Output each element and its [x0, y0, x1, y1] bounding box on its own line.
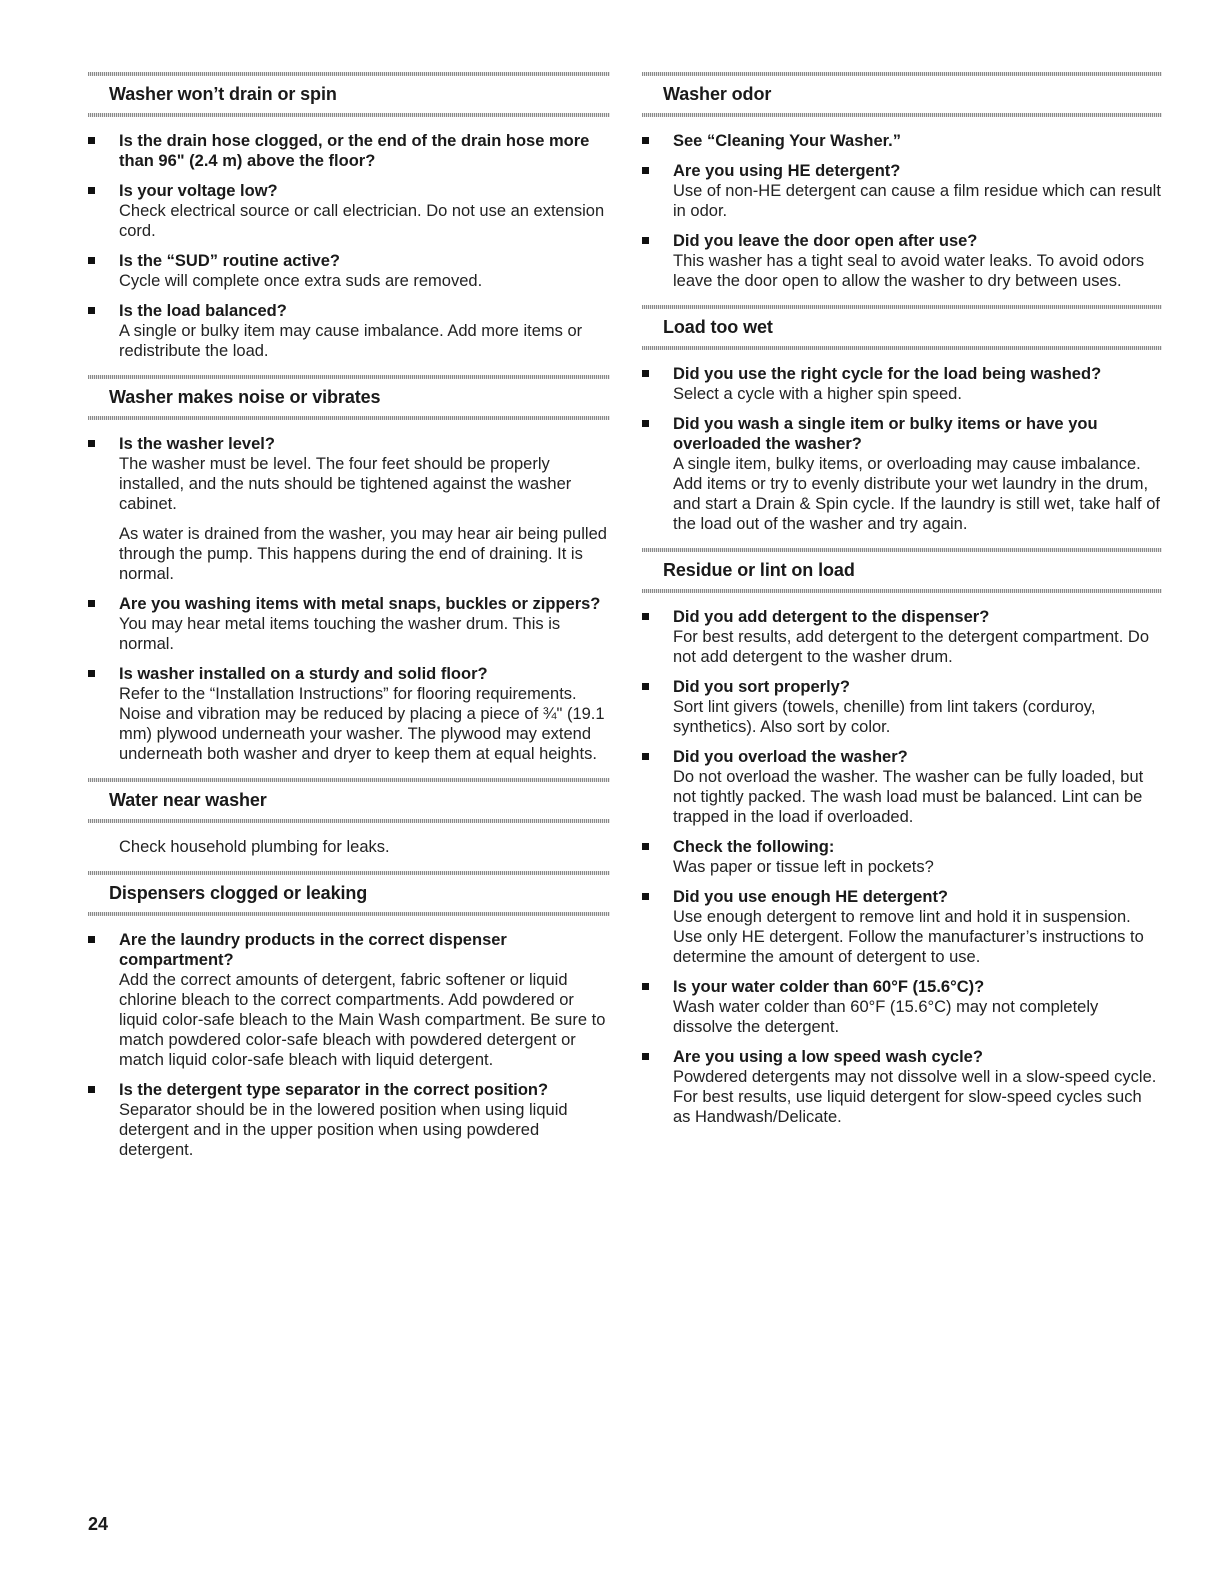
square-bullet-icon: [88, 137, 95, 144]
question: Did you use the right cycle for the load being washed?: [673, 365, 1102, 383]
question: Is the detergent type separator in the correct position?: [119, 1081, 549, 1099]
answer-extra: As water is drained from the washer, you may hear air being pulled through the pump. This happens during the end of draining. It is normal.: [119, 525, 607, 583]
section-header: [88, 778, 610, 823]
answer: Do not overload the washer. The washer can be fully loaded, but not tightly packed. The wash load must be balanced. Lint can be trapped in the load if overloaded.: [673, 768, 1144, 826]
list-item: [642, 677, 1162, 737]
left-column: [88, 72, 610, 1174]
square-bullet-icon: [88, 257, 95, 264]
question: Did you overload the washer?: [673, 748, 908, 766]
square-bullet-icon: [88, 600, 95, 607]
answer: Separator should be in the lowered position when using liquid detergent and in the upper position when using powdered detergent.: [119, 1101, 568, 1159]
question: Is the washer level?: [119, 435, 275, 453]
list-item: [642, 364, 1162, 404]
section-title: Washer won’t drain or spin: [109, 84, 337, 104]
question: Is the load balanced?: [119, 302, 287, 320]
answer: A single item, bulky items, or overloading may cause imbalance. Add items or try to evenly distribute your wet laundry in the drum, and start a Drain & Spin cycle. If the laundry is still wet, take half of the load out of the washer and try again.: [673, 455, 1160, 533]
question: Did you wash a single item or bulky items or have you overloaded the washer?: [673, 415, 1098, 453]
square-bullet-icon: [642, 983, 649, 990]
section-header: [642, 548, 1162, 593]
section-header: [88, 871, 610, 916]
question: Is the “SUD” routine active?: [119, 252, 340, 270]
question: Are you using HE detergent?: [673, 162, 901, 180]
answer: Powdered detergents may not dissolve well in a slow-speed cycle. For best results, use liquid detergent for slow-speed cycles such as Handwash/Delicate.: [673, 1068, 1157, 1126]
section-dispensers: [88, 871, 610, 1160]
section-load-too-wet: [642, 305, 1162, 534]
list-item: [88, 1080, 610, 1160]
list-item: [642, 231, 1162, 291]
question: Are you using a low speed wash cycle?: [673, 1048, 983, 1066]
square-bullet-icon: [642, 237, 649, 244]
section-title: Washer odor: [663, 84, 772, 104]
list-item: [642, 607, 1162, 667]
list-item: [642, 1047, 1162, 1127]
section-header: [88, 72, 610, 117]
section-title: Residue or lint on load: [663, 560, 855, 580]
page-number: 24: [88, 1514, 109, 1534]
list-item: [88, 131, 610, 171]
section-title: Washer makes noise or vibrates: [109, 387, 381, 407]
answer: Cycle will complete once extra suds are removed.: [119, 272, 483, 290]
answer: Check electrical source or call electrician. Do not use an extension cord.: [119, 202, 605, 240]
list-item: [642, 977, 1162, 1037]
square-bullet-icon: [642, 893, 649, 900]
section-washer-odor: [642, 72, 1162, 291]
square-bullet-icon: [642, 420, 649, 427]
answer: The washer must be level. The four feet should be properly installed, and the nuts should be tightened against the washer cabinet.: [119, 455, 572, 513]
question: Is your voltage low?: [119, 182, 278, 200]
question: Did you use enough HE detergent?: [673, 888, 949, 906]
square-bullet-icon: [88, 1086, 95, 1093]
list-item: [88, 930, 610, 1070]
square-bullet-icon: [642, 753, 649, 760]
section-title: Load too wet: [663, 317, 773, 337]
square-bullet-icon: [88, 440, 95, 447]
question: Is washer installed on a sturdy and solid floor?: [119, 665, 488, 683]
question: Are you washing items with metal snaps, buckles or zippers?: [119, 595, 601, 613]
section-residue-lint: [642, 548, 1162, 1127]
square-bullet-icon: [642, 683, 649, 690]
square-bullet-icon: [642, 843, 649, 850]
question: Is your water colder than 60°F (15.6°C)?: [673, 978, 985, 996]
list-item: [88, 301, 610, 361]
question: Check the following:: [673, 838, 835, 856]
question: Is the drain hose clogged, or the end of the drain hose more than 96" (2.4 m) above the floor?: [119, 132, 590, 170]
list-item: [88, 664, 610, 764]
section-text: Check household plumbing for leaks.: [119, 838, 390, 856]
question: Did you sort properly?: [673, 678, 850, 696]
square-bullet-icon: [88, 187, 95, 194]
question: Are the laundry products in the correct dispenser compartment?: [119, 931, 507, 969]
list-item: [88, 181, 610, 241]
square-bullet-icon: [642, 370, 649, 377]
question: See “Cleaning Your Washer.”: [673, 132, 902, 150]
answer: Select a cycle with a higher spin speed.: [673, 385, 962, 403]
answer: You may hear metal items touching the washer drum. This is normal.: [119, 615, 561, 653]
list-item: [642, 887, 1162, 967]
answer: For best results, add detergent to the detergent compartment. Do not add detergent to the washer drum.: [673, 628, 1150, 666]
list-item: [642, 414, 1162, 534]
square-bullet-icon: [642, 167, 649, 174]
answer: Refer to the “Installation Instructions” for flooring requirements. Noise and vibration may be reduced by placing a piece of ¾" (19.1 mm) plywood underneath your washer. The plywood may extend underneath both washer and dryer to keep them at equal heights.: [119, 685, 605, 763]
answer: Add the correct amounts of detergent, fabric softener or liquid chlorine bleach to the correct compartments. Add powdered or liquid color-safe bleach to the Main Wash compartment. Be sure to match powdered color-safe bleach with powdered detergent or match liquid color-safe bleach with liquid detergent.: [119, 971, 606, 1069]
list-item: [642, 161, 1162, 221]
list-item: [88, 251, 610, 291]
list-item: [642, 837, 1162, 877]
answer: This washer has a tight seal to avoid water leaks. To avoid odors leave the door open to allow the washer to dry between uses.: [673, 252, 1145, 290]
list-item: [88, 434, 610, 584]
question: Did you leave the door open after use?: [673, 232, 978, 250]
square-bullet-icon: [88, 936, 95, 943]
section-header: [88, 375, 610, 420]
answer: Was paper or tissue left in pockets?: [673, 858, 934, 876]
answer: Use enough detergent to remove lint and hold it in suspension. Use only HE detergent. Follow the manufacturer’s instructions to determine the amount of detergent to use.: [673, 908, 1144, 966]
list-item: [642, 747, 1162, 827]
square-bullet-icon: [88, 670, 95, 677]
answer: Sort lint givers (towels, chenille) from lint takers (corduroy, synthetics). Also sort by color.: [673, 698, 1096, 736]
right-column: [642, 72, 1162, 1141]
section-drain-spin: [88, 72, 610, 361]
section-noise-vibrates: [88, 375, 610, 764]
answer: Use of non-HE detergent can cause a film residue which can result in odor.: [673, 182, 1161, 220]
list-item: [642, 131, 1162, 151]
square-bullet-icon: [642, 1053, 649, 1060]
answer: Wash water colder than 60°F (15.6°C) may not completely dissolve the detergent.: [673, 998, 1099, 1036]
square-bullet-icon: [642, 137, 649, 144]
section-header: [642, 305, 1162, 350]
section-title: Dispensers clogged or leaking: [109, 883, 368, 903]
section-water-near-washer: [88, 778, 610, 857]
square-bullet-icon: [642, 613, 649, 620]
answer: A single or bulky item may cause imbalance. Add more items or redistribute the load.: [119, 322, 583, 360]
section-header: [642, 72, 1162, 117]
section-title: Water near washer: [109, 790, 267, 810]
list-item: [88, 594, 610, 654]
question: Did you add detergent to the dispenser?: [673, 608, 990, 626]
square-bullet-icon: [88, 307, 95, 314]
